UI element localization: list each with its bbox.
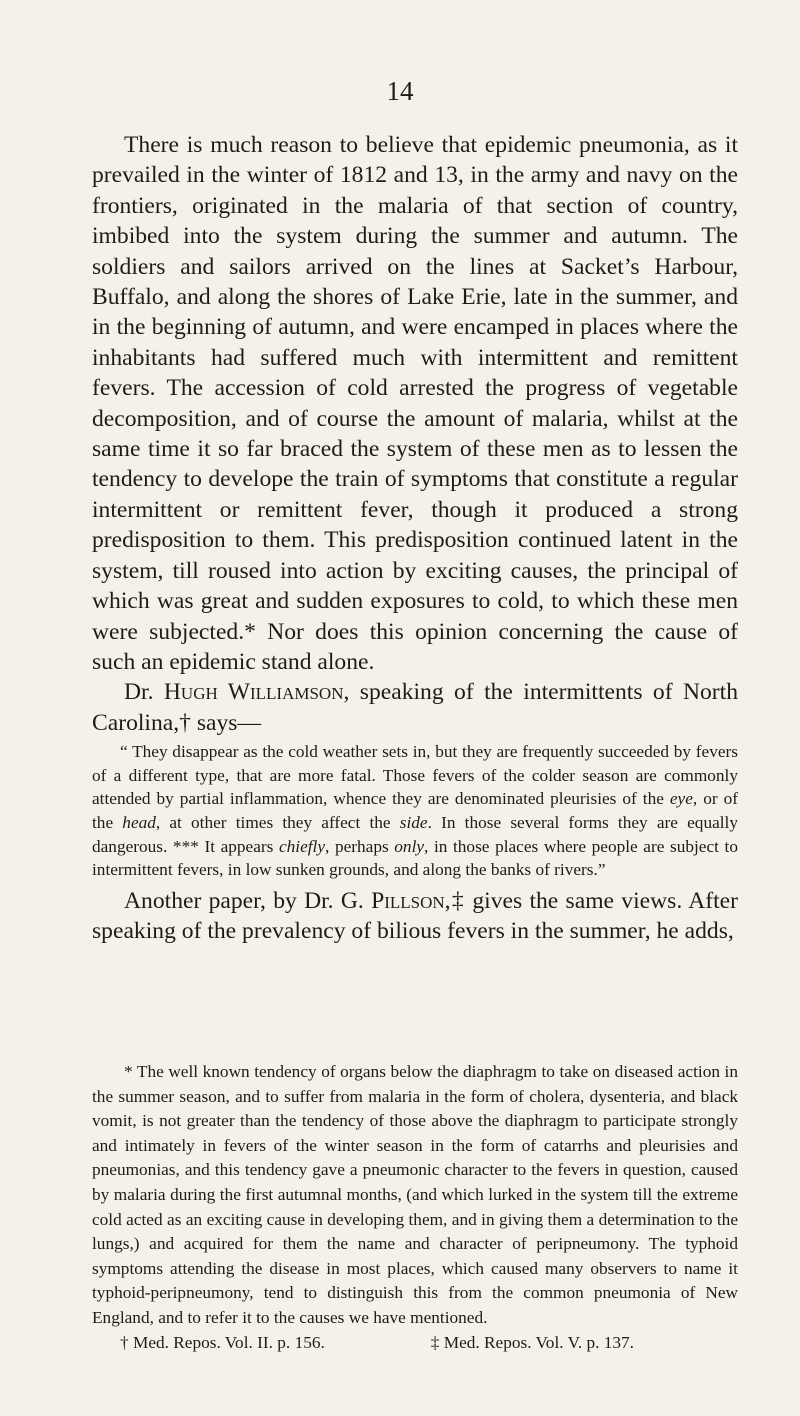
paragraph-williamson	[92, 677, 738, 738]
author-name-williamson: Hugh Williamson	[163, 679, 344, 706]
quote-emphasis: eye	[669, 789, 693, 809]
paragraph-epidemic-pneumonia: There is much reason to believe that epidemic pneumonia, as it prevailed in the winter of 1812 and 13, in the army and navy on the frontiers, originated in the malaria of that section of country, imbibed into the system during the summer and autumn. The soldiers and sailors arrived on the lines at Sacket’s Harbour, Buffalo, and along the shores of Lake Erie, late in the summer, and in the beginning of autumn, and were encamped in places where the inhabitants had suffered much with intermittent and remittent fevers. The accession of cold arrested the progress of vegetable decomposition, and of course the amount of malaria, whilst at the same time it so far braced the system of these men as to lessen the tendency to develope the train of symptoms that constitute a regular intermittent or remittent fever, though it produced a strong predisposition to them. This predisposition continued latent in the system, till roused into action by exciting causes, the principal of which was great and sudden exposures to cold, to which these men were subjected.* Nor does this opinion concerning the cause of such an epidemic stand alone.	[92, 132, 738, 675]
footnote-references	[92, 1331, 738, 1356]
paragraph-williamson-start: Dr.	[124, 679, 164, 706]
quote-text: . In those several forms they are equally dangerous. *** It appears	[92, 812, 738, 856]
quote-emphasis: head	[122, 812, 156, 832]
footnotes	[92, 1060, 738, 1355]
footnote-star: * The well known tendency of organs below the diaphragm to take on diseased action in the summer season, and to suffer from malaria in the form of cholera, dysenteria, and black vomit, is not greater than the tendency of those above the diaphragm to participate strongly and intimately in fevers of the winter season in the form of catarrhs and pleurisies and pneumonias, and this tendency gave a pneumonic character to the fevers in question, caused by malaria during the first autumnal months, (and which lurked in the system till the extreme cold acted as an exciting cause in developing them, and in giving them a determination to the lungs,) and acquired for them the name and character of peripneumony. The typhoid symptoms attending the disease in most places, which caused many observers to name it typhoid-peripneumony, tend to distinguish this from the common pneumonia of New England, and to refer it to the causes we have mentioned.	[92, 1062, 738, 1327]
quote-emphasis: side	[399, 812, 428, 832]
quote-text: , or of the	[92, 789, 738, 832]
body-text	[92, 130, 738, 947]
paragraph-pillson-start: Another paper, by Dr. G.	[124, 887, 372, 914]
author-name-pillson: Pillson	[371, 887, 445, 914]
quote-emphasis: only	[394, 836, 425, 856]
page-number: 14	[386, 76, 414, 106]
quote-text: , at other times they affect the	[155, 812, 400, 832]
quote-text: , in those places where people are subject to intermittent fevers, in low sunken grounds, and along the banks of rivers.”	[92, 836, 738, 880]
quote-text: , perhaps	[325, 836, 395, 856]
paragraph-williamson-end: , speaking of the intermittents of North Carolina,† says—	[92, 679, 739, 736]
footnote-dagger: † Med. Repos. Vol. II. p. 156.	[120, 1332, 325, 1352]
footnote-double-dagger: ‡ Med. Repos. Vol. V. p. 137.	[430, 1332, 634, 1352]
block-quote	[92, 738, 738, 886]
quote-emphasis: chiefly	[278, 836, 326, 856]
quote-text: “ They disappear as the cold weather sets in, but they are frequently succeeded by fevers of a different type, that are more fatal. Those fevers of the colder season are commonly attended by partial inflammation, whence they are denominated pleurisies of the	[92, 742, 738, 809]
paragraph-pillson-end: ,‡ gives the same views. After speaking of the prevalency of bilious fevers in the summer, he adds,	[92, 887, 738, 945]
paragraph-pillson	[92, 886, 738, 947]
